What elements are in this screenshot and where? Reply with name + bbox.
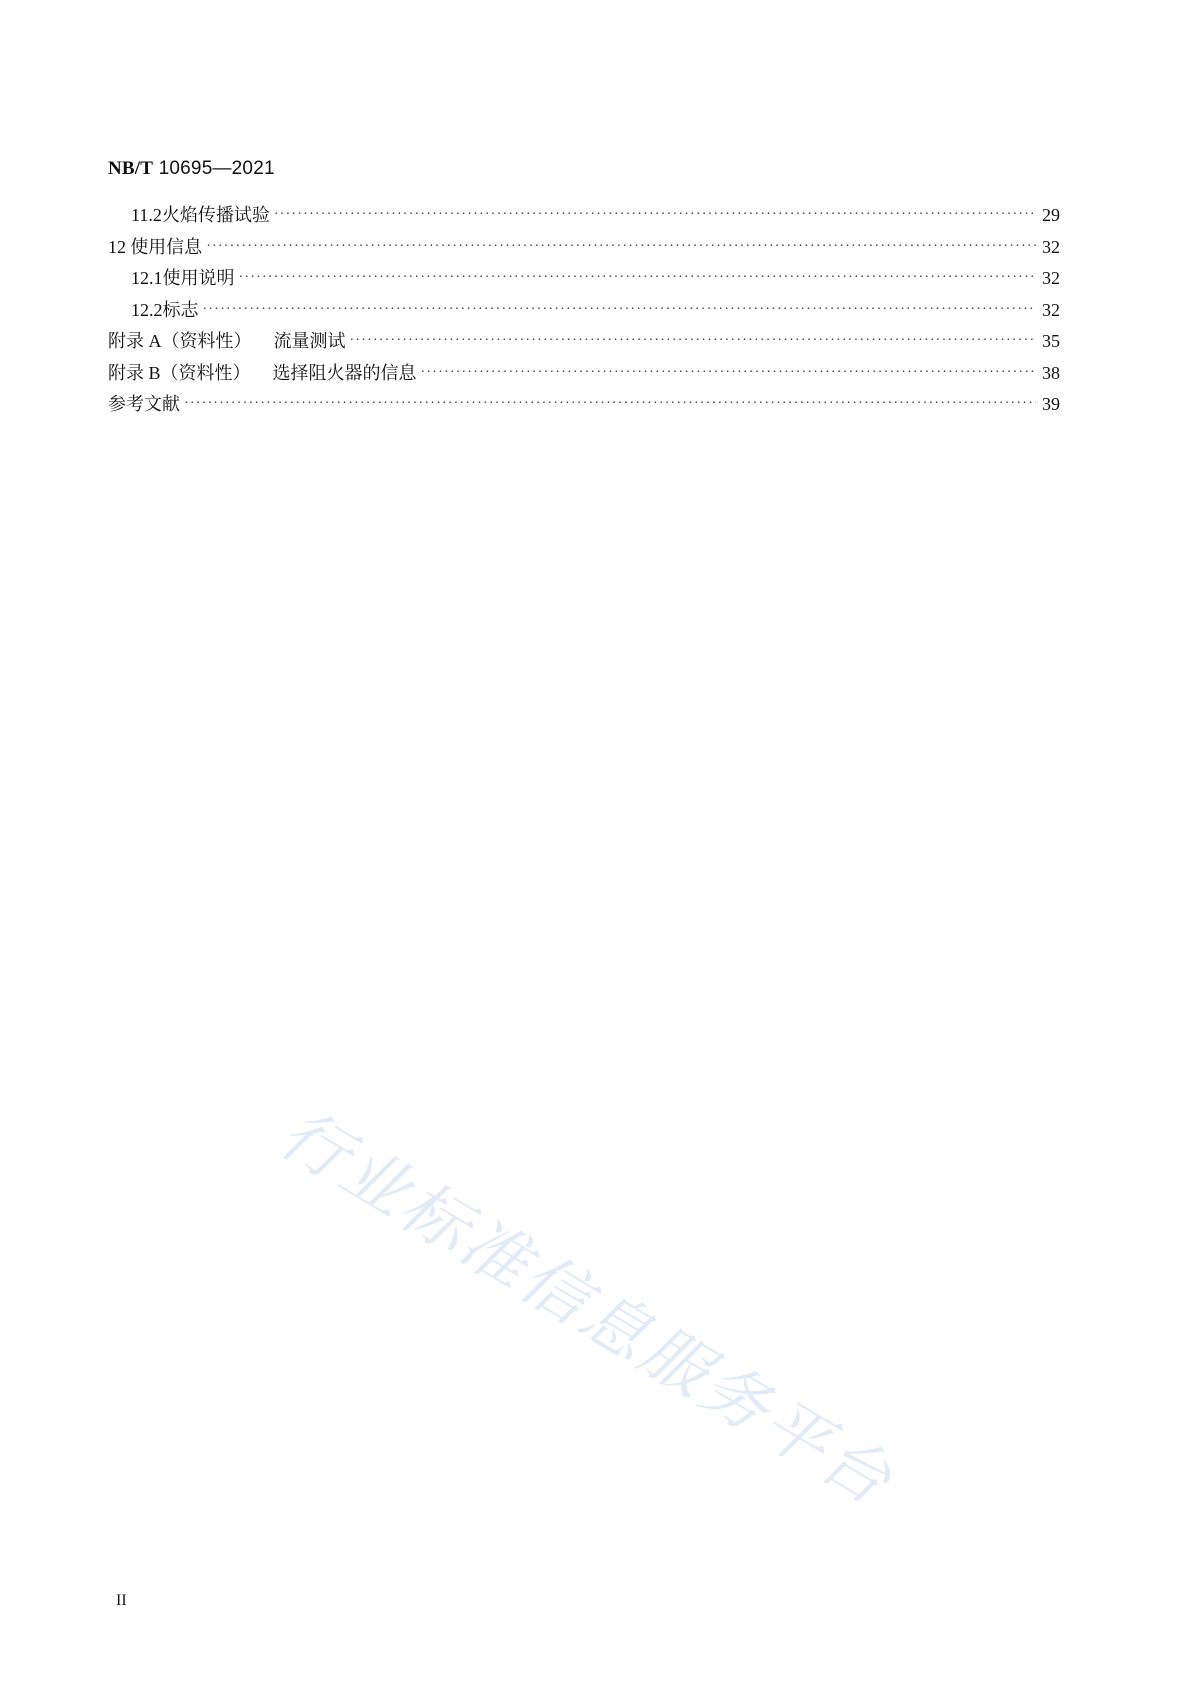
standard-prefix: NB/T [108, 158, 154, 179]
toc-entry-title: 标志 [162, 299, 199, 320]
watermark-text: 行业标准信息服务平台 [267, 1094, 907, 1522]
toc-entry-page: 32 [1042, 236, 1060, 257]
table-of-contents [108, 200, 1060, 421]
toc-entry-title: 使用信息 [130, 236, 203, 257]
toc-entry-page: 35 [1042, 331, 1060, 351]
standard-number: 10695—2021 [153, 158, 275, 179]
toc-entry-number: 附录 A（资料性） [108, 331, 252, 351]
toc-entry-page: 29 [1042, 205, 1060, 225]
toc-entry-number: 12.1 [131, 268, 163, 288]
toc-entry-title: 流量测试 [273, 331, 346, 351]
toc-entry-number: 12 [108, 236, 126, 257]
toc-entry-page: 38 [1042, 362, 1060, 383]
toc-entry-number: 12.2 [131, 299, 163, 320]
toc-entry-12-2[interactable] [108, 295, 1060, 327]
toc-leader-dots [206, 231, 1036, 263]
toc-entry-page: 32 [1042, 299, 1060, 320]
toc-leader-dots [274, 199, 1036, 231]
toc-entry-title: 参考文献 [108, 394, 180, 414]
toc-leader-dots [203, 294, 1037, 326]
toc-entry-annex-a[interactable] [108, 326, 1060, 358]
toc-entry-annex-b[interactable] [108, 358, 1060, 390]
toc-entry-page: 39 [1042, 394, 1060, 414]
standard-code [108, 158, 275, 180]
toc-entry-page: 32 [1042, 268, 1060, 288]
toc-leader-dots [421, 357, 1036, 389]
toc-entry-number: 附录 B（资料性） [108, 362, 251, 383]
toc-entry-11-2[interactable] [108, 200, 1060, 232]
toc-entry-title: 选择阻火器的信息 [272, 362, 417, 383]
toc-leader-dots [184, 388, 1036, 420]
toc-entry-12[interactable] [108, 232, 1060, 264]
toc-entry-bibliography[interactable] [108, 389, 1060, 421]
toc-entry-number: 11.2 [131, 205, 162, 225]
toc-leader-dots [350, 325, 1037, 357]
page-number: II [116, 1592, 127, 1609]
toc-entry-12-1[interactable] [108, 263, 1060, 295]
toc-leader-dots [239, 262, 1037, 294]
toc-entry-title: 火焰传播试验 [161, 205, 270, 225]
toc-entry-title: 使用说明 [162, 268, 235, 288]
